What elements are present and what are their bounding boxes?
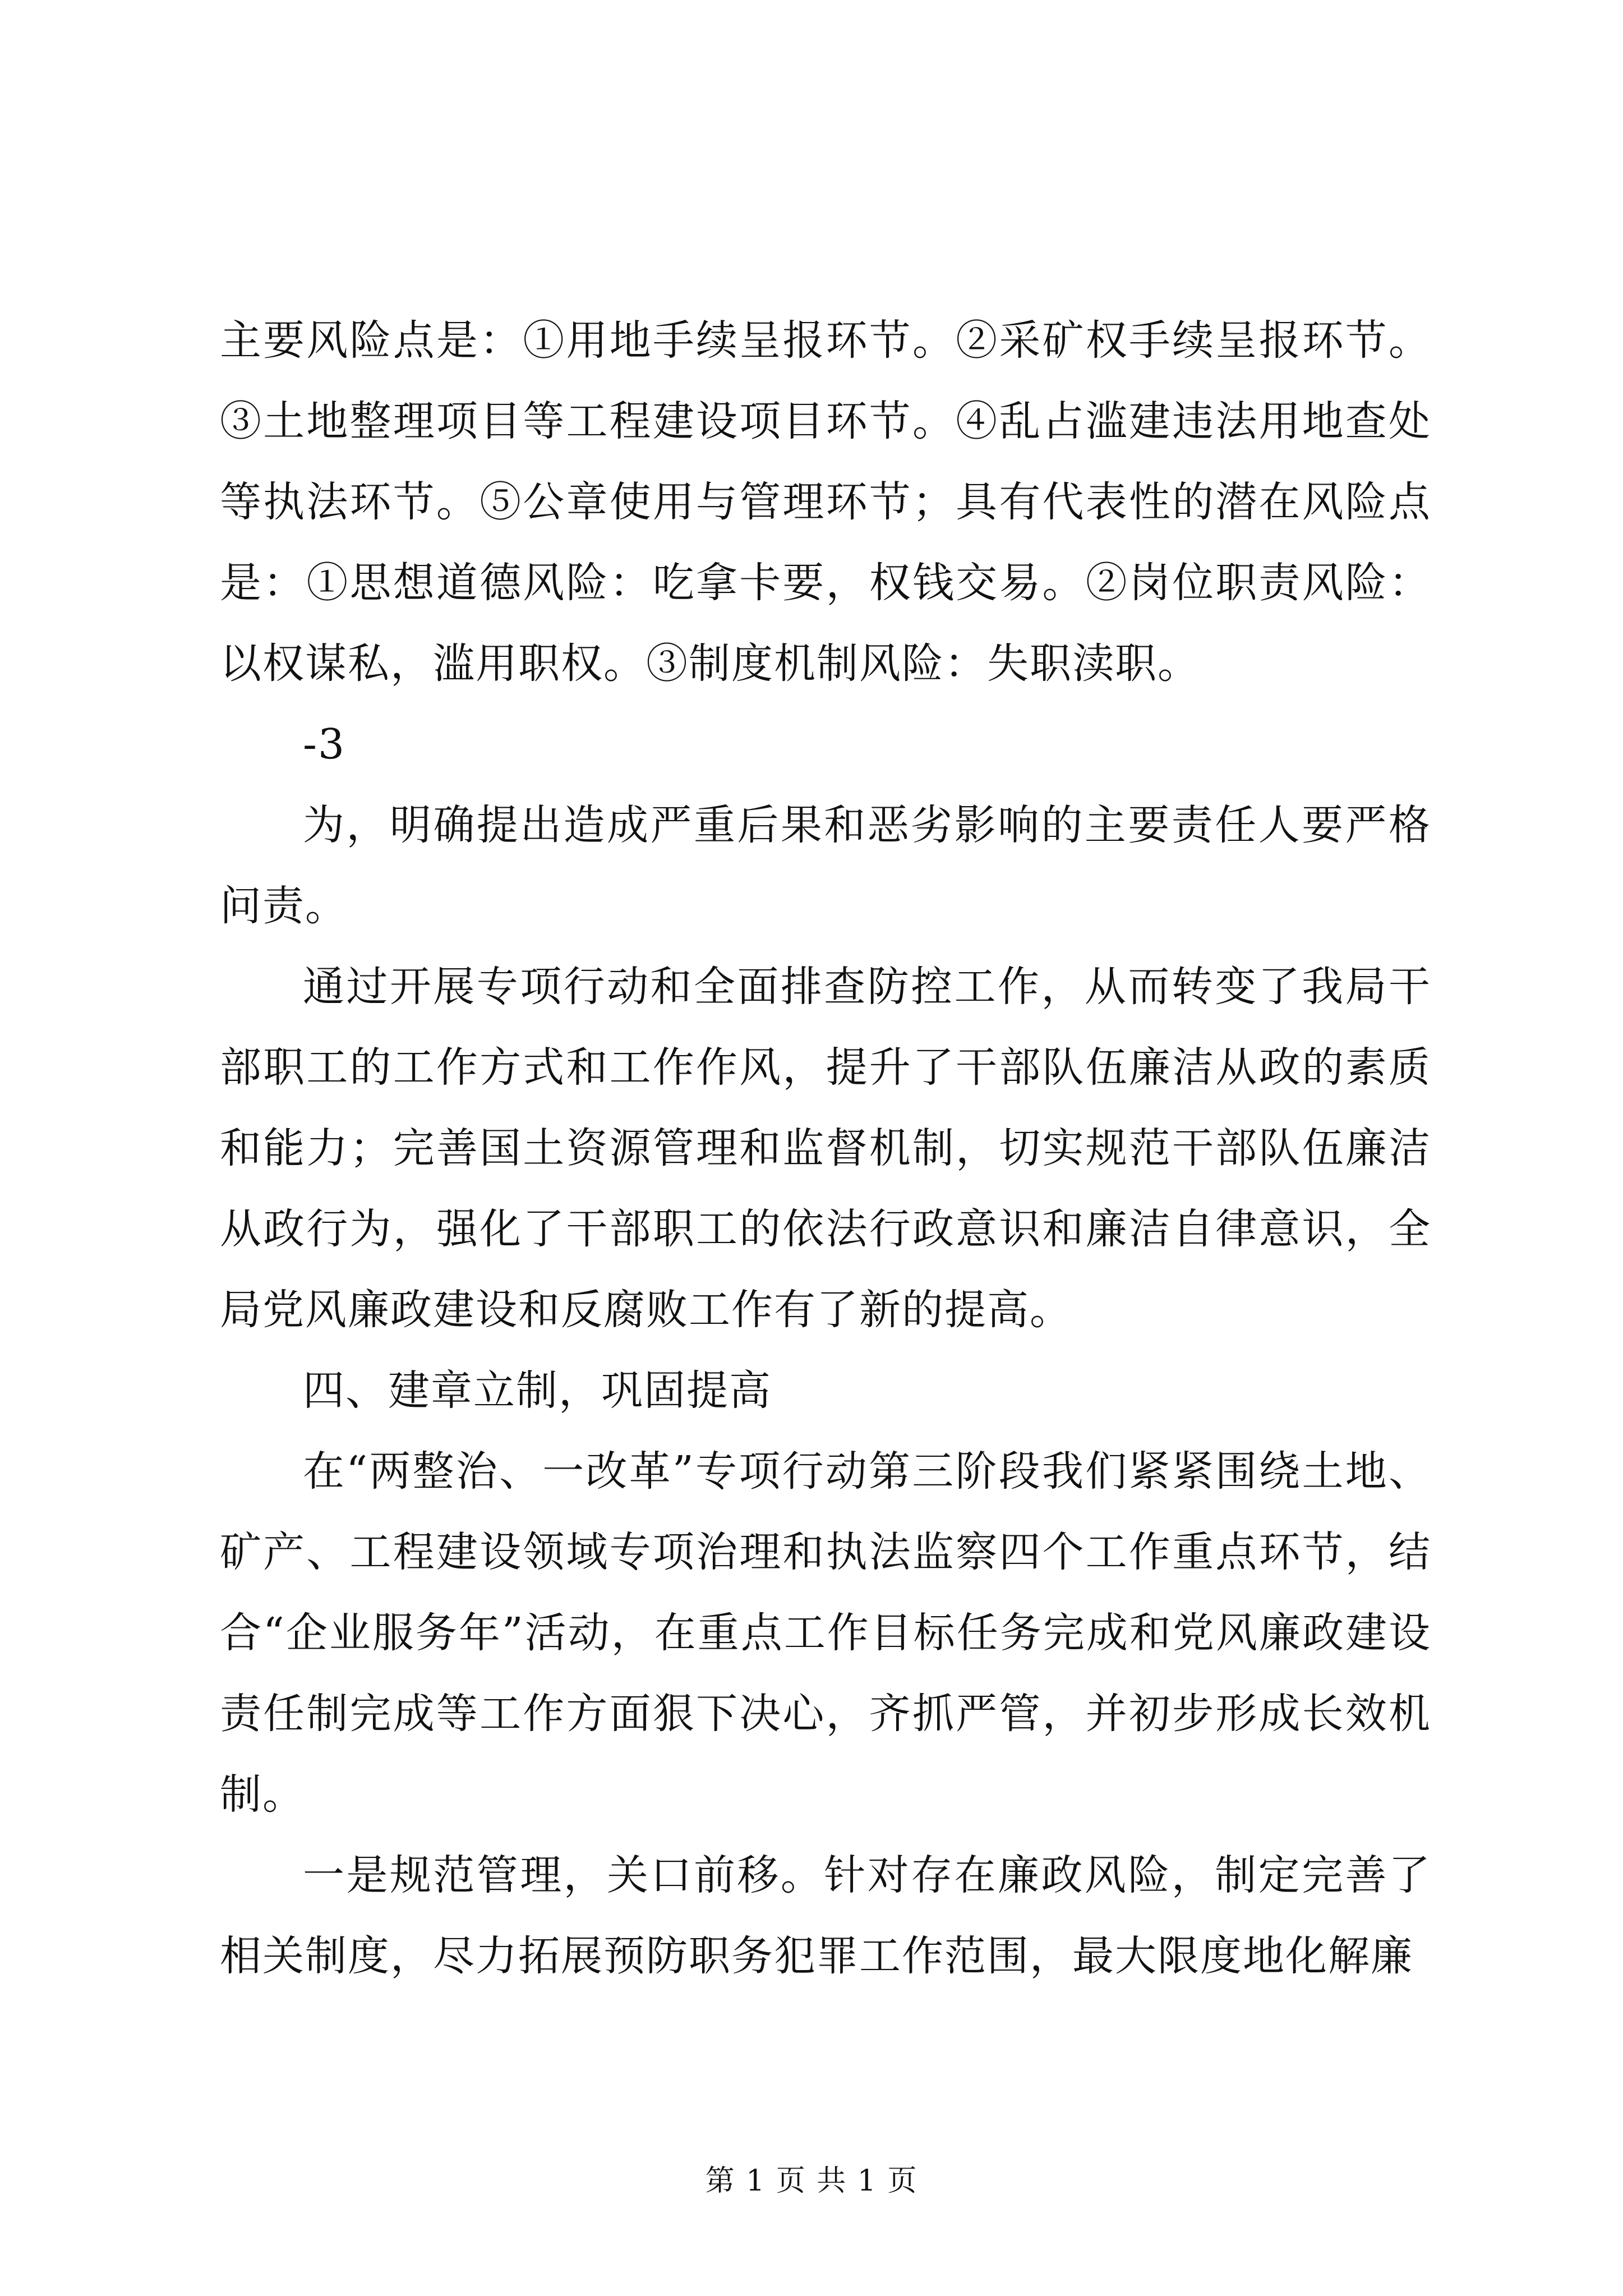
paragraph-risk-points: 主要风险点是：①用地手续呈报环节。②采矿权手续呈报环节。③土地整理项目等工程建设项目环节。④乱占滥建违法用地查处等执法环节。⑤公章使用与管理环节；具有代表性的潜在风险点是：①思想道德风险：吃拿卡要，权钱交易。②岗位职责风险：以权谋私，滥用职权。③制度机制风险：失职渎职。 — [220, 316, 1431, 688]
page-footer: 第 1 页 共 1 页 — [705, 2164, 918, 2198]
paragraph-standard-management: 一是规范管理，关口前移。针对存在廉政风险，制定完善了相关制度，尽力拓展预防职务犯罪工作范围，最大限度地化解廉 — [220, 1851, 1431, 1980]
paragraph-third-stage: 在“两整治、一改革”专项行动第三阶段我们紧紧围绕土地、矿产、工程建设领域专项治理和执法监察四个工作重点环节，结合“企业服务年”活动，在重点工作目标任务完成和党风廉政建设责任制完成等工作方面狠下决心，齐抓严管，并初步形成长效机制。 — [220, 1447, 1431, 1819]
paragraph-results: 通过开展专项行动和全面排查防控工作，从而转变了我局干部职工的工作方式和工作作风，提升了干部队伍廉洁从政的素质和能力；完善国土资源管理和监督机制，切实规范干部队伍廉洁从政行为，强化了干部职工的依法行政意识和廉洁自律意识，全局党风廉政建设和反腐败工作有了新的提高。 — [220, 963, 1431, 1334]
paragraph-page-marker: -3 — [303, 720, 346, 769]
paragraph-accountability: 为，明确提出造成严重后果和恶劣影响的主要责任人要严格问责。 — [220, 801, 1431, 930]
section-heading-4: 四、建章立制，巩固提高 — [303, 1366, 772, 1415]
document-body — [220, 300, 1431, 1996]
